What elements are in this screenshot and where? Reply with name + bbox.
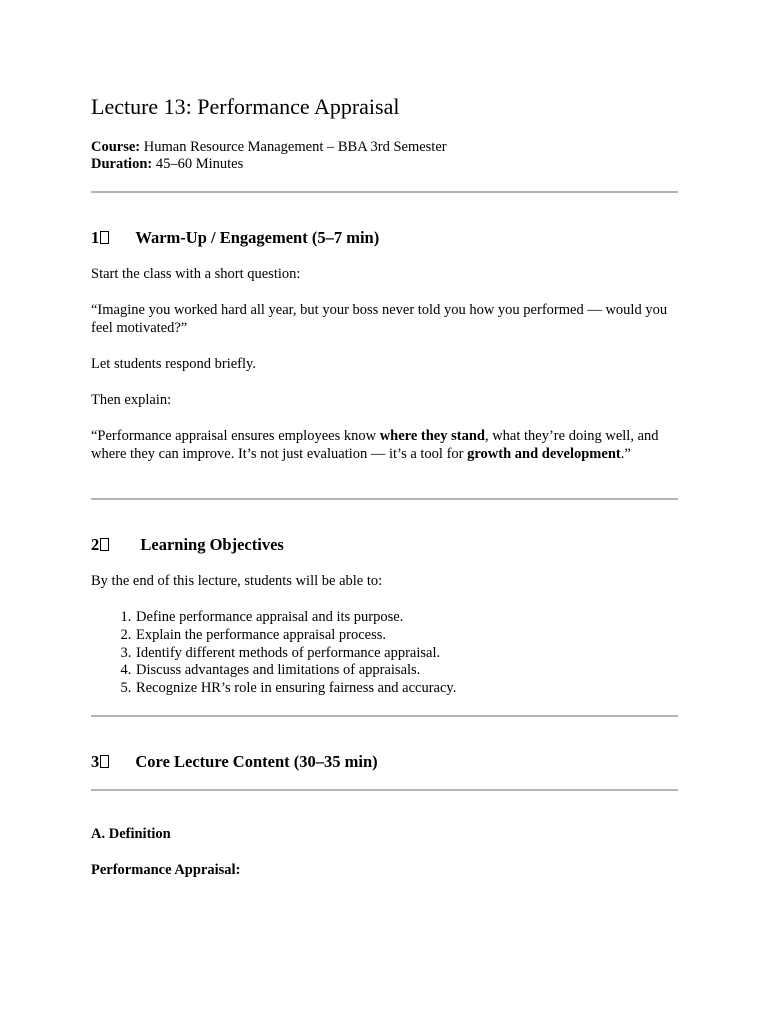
missing-glyph-icon bbox=[100, 538, 109, 551]
term-label: Performance Appraisal: bbox=[91, 862, 241, 878]
text-run: .” bbox=[620, 445, 631, 462]
list-item: 1. Define performance appraisal and its purpose. bbox=[135, 609, 722, 627]
course-label: Course: bbox=[91, 139, 141, 155]
course-line bbox=[91, 139, 447, 156]
paragraph: Let students respond briefly. bbox=[91, 356, 256, 372]
paragraph: Then explain: bbox=[91, 392, 172, 408]
list-item: 5. Recognize HR’s role in ensuring fairness and accuracy. bbox=[135, 680, 722, 698]
divider bbox=[91, 191, 678, 193]
section-heading-core-content bbox=[91, 752, 378, 772]
section-number: 1 bbox=[91, 228, 100, 247]
duration-value: 45–60 Minutes bbox=[155, 156, 244, 172]
emphasis-text: growth and development bbox=[467, 445, 621, 462]
text-run: , what they’re doing well, and where they can improve. It’s not just evaluation — it’s a tool for bbox=[91, 428, 659, 462]
duration-line bbox=[91, 156, 243, 173]
emphasis-text: where they stand bbox=[379, 428, 485, 444]
section-title: Warm-Up / Engagement (5–7 min) bbox=[135, 228, 380, 247]
section-number: 3 bbox=[91, 752, 100, 771]
paragraph: By the end of this lecture, students will be able to: bbox=[91, 573, 383, 589]
list-item: 2. Explain the performance appraisal process. bbox=[135, 627, 722, 645]
section-title: Core Lecture Content (30–35 min) bbox=[135, 752, 378, 771]
section-heading-warmup bbox=[91, 228, 379, 248]
list-item: 3. Identify different methods of performance appraisal. bbox=[135, 645, 722, 663]
paragraph: Start the class with a short question: bbox=[91, 266, 301, 282]
text-run: “Performance appraisal ensures employees know bbox=[91, 428, 380, 444]
divider bbox=[91, 789, 678, 791]
objectives-list bbox=[91, 609, 722, 698]
course-value: Human Resource Management – BBA 3rd Semester bbox=[143, 139, 447, 155]
explanation-paragraph bbox=[91, 428, 678, 463]
divider bbox=[91, 498, 678, 500]
missing-glyph-icon bbox=[100, 755, 109, 768]
section-number: 2 bbox=[91, 535, 100, 554]
missing-glyph-icon bbox=[100, 231, 109, 244]
duration-label: Duration: bbox=[91, 156, 153, 172]
section-title: Learning Objectives bbox=[140, 535, 284, 554]
list-item: 4. Discuss advantages and limitations of appraisals. bbox=[135, 662, 722, 680]
subheading-definition: A. Definition bbox=[91, 826, 171, 842]
section-heading-objectives bbox=[91, 535, 284, 555]
divider bbox=[91, 715, 678, 717]
quote-paragraph: “Imagine you worked hard all year, but your boss never told you how you performed — would you feel motivated?” bbox=[91, 302, 668, 336]
page-title: Lecture 13: Performance Appraisal bbox=[91, 94, 400, 119]
